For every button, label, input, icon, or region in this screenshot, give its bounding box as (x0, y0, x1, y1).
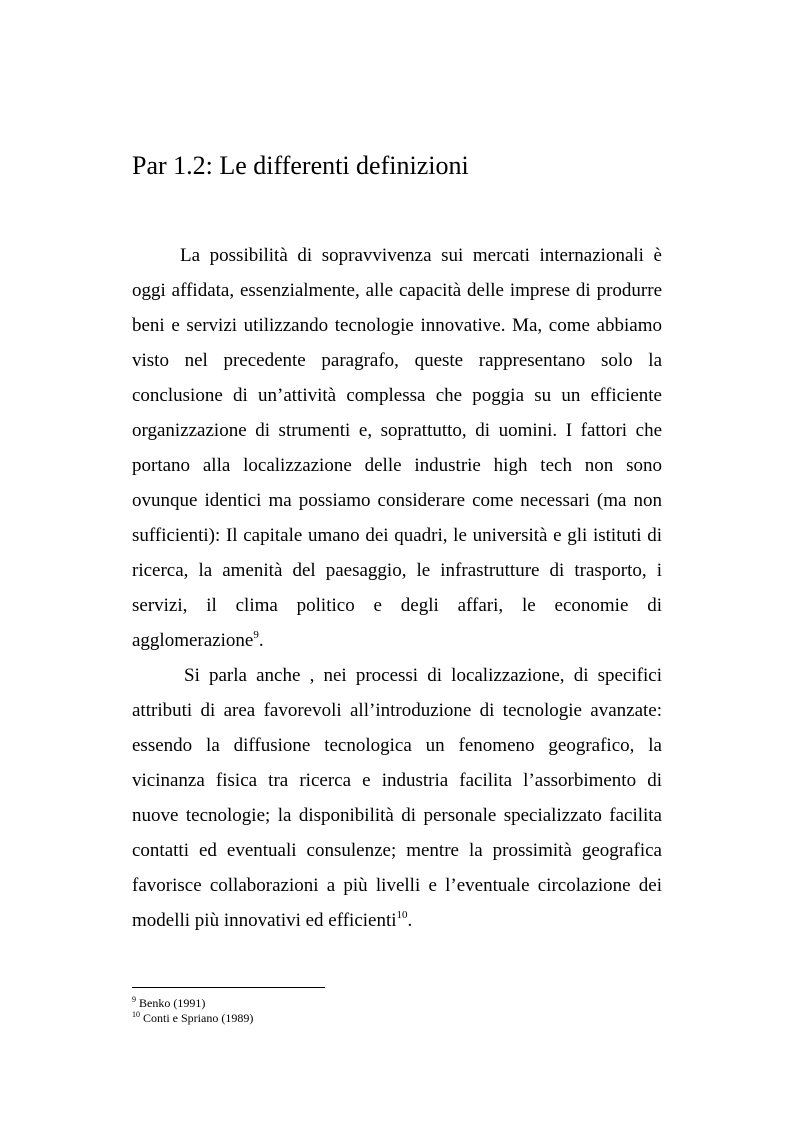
footnote-9 (132, 996, 532, 1011)
footnote-ref-10: 10 (396, 908, 408, 921)
body-text (132, 238, 662, 938)
footnote-separator (132, 987, 325, 988)
paragraph-2 (132, 658, 662, 938)
footnote-text: Benko (1991) (139, 996, 206, 1010)
footnotes (132, 996, 532, 1026)
footnote-10 (132, 1011, 532, 1026)
footnote-text: Conti e Spriano (1989) (143, 1011, 254, 1025)
paragraph-1-end: . (258, 630, 264, 651)
section-heading: Par 1.2: Le differenti definizioni (132, 151, 469, 180)
paragraph-2-text: Si parla anche , nei processi di localizzazione, di specifici attributi di area favorevoli all’introduzione di tecnologie avanzate: essendo la diffusione tecnologica un fenomeno geografico, la vicinanza fisica tra ricerca e industria facilita l’assorbimento di nuove tecnologie; la disponibilità di personale specializzato facilita contatti ed eventuali consulenze; mentre la prossimità geografica favorisce collaborazioni a più livelli e l’eventuale circolazione dei modelli più innovativi ed efficienti (132, 665, 662, 931)
footnote-number: 9 (132, 995, 136, 1004)
footnote-ref-9: 9 (253, 628, 259, 641)
footnote-number: 10 (132, 1010, 140, 1019)
paragraph-1-text: La possibilità di sopravvivenza sui mercati internazionali è oggi affidata, essenzialmente, alle capacità delle imprese di produrre beni e servizi utilizzando tecnologie innovative. Ma, come abbiamo visto nel precedente paragrafo, queste rappresentano solo la conclusione di un’attività complessa che poggia su un efficiente organizzazione di strumenti e, soprattutto, di uomini. I fattori che portano alla localizzazione delle industrie high tech non sono ovunque identici ma possiamo considerare come necessari (ma non sufficienti): Il capitale umano dei quadri, le università e gli istituti di ricerca, la amenità del paesaggio, le infrastrutture di trasporto, i servizi, il clima politico e degli affari, le economie di agglomerazione (132, 245, 662, 651)
paragraph-1 (132, 238, 662, 658)
paragraph-2-end: . (407, 910, 413, 931)
